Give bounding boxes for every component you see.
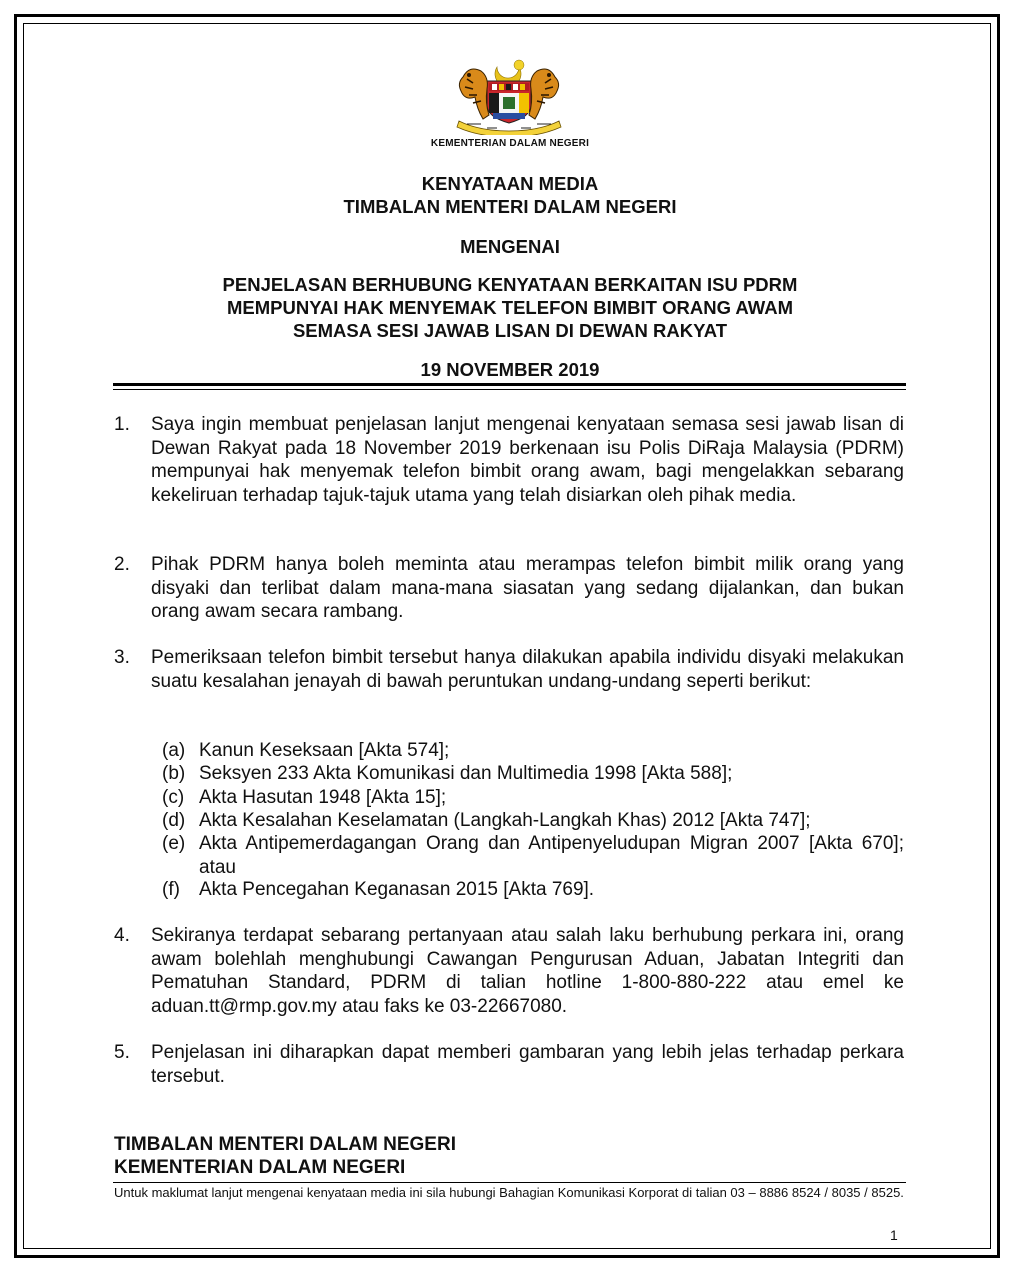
paragraph-4 [114, 924, 904, 1018]
signature-title: TIMBALAN MENTERI DALAM NEGERI [114, 1134, 456, 1155]
paragraph-number: 2. [114, 554, 130, 575]
emblem-caption: KEMENTERIAN DALAM NEGERI [430, 138, 590, 149]
legislation-item-a [162, 739, 904, 763]
list-item-text: Akta Hasutan 1948 [Akta 15]; [199, 787, 447, 808]
list-item-text: Akta Kesalahan Keselamatan (Langkah-Langkah Khas) 2012 [Akta 747]; [199, 810, 811, 831]
legislation-item-b [162, 762, 904, 786]
paragraph-text: Sekiranya terdapat sebarang pertanyaan atau salah laku berhubung perkara ini, orang awam bolehlah menghubungi Cawangan Pengurusan Aduan, Jabatan Integriti dan Pematuhan Standard, PDRM di talian hotline 1-800-880-222 atau emel ke aduan.tt@rmp.gov.my atau faks ke 03-22667080. [151, 925, 904, 1017]
list-item-text: Kanun Keseksaan [Akta 574]; [199, 740, 450, 761]
paragraph-text: Penjelasan ini diharapkan dapat memberi gambaran yang lebih jelas terhadap perkara tersebut. [151, 1042, 904, 1087]
signature-ministry: KEMENTERIAN DALAM NEGERI [114, 1157, 406, 1178]
paragraph-3 [114, 646, 904, 693]
list-item-text: Seksyen 233 Akta Komunikasi dan Multimedia 1998 [Akta 588]; [199, 763, 733, 784]
paragraph-5 [114, 1041, 904, 1088]
paragraph-text: Pemeriksaan telefon bimbit tersebut hanya dilakukan apabila individu disyaki melakukan suatu kesalahan jenayah di bawah peruntukan undang-undang seperti berikut: [151, 647, 904, 692]
paragraph-2 [114, 553, 904, 624]
list-item-label: (d) [162, 810, 186, 831]
legislation-item-f [162, 878, 904, 902]
footnote-divider [113, 1182, 906, 1183]
footnote-contact: Untuk maklumat lanjut mengenai kenyataan media ini sila hubungi Bahagian Komunikasi Korporat di talian 03 – 8886 8524 / 8035 / 8525. [114, 1185, 904, 1200]
paragraph-1 [114, 413, 904, 507]
subject-line-2: MEMPUNYAI HAK MENYEMAK TELEFON BIMBIT ORANG AWAM [227, 297, 793, 318]
paragraph-number: 1. [114, 414, 130, 435]
list-item-label: (c) [162, 787, 185, 808]
statement-issuer: TIMBALAN MENTERI DALAM NEGERI [343, 196, 677, 217]
coat-of-arms-emblem [445, 55, 573, 135]
paragraph-number: 5. [114, 1042, 130, 1063]
legislation-item-c [162, 786, 904, 810]
header-divider [113, 383, 906, 386]
legislation-item-e [162, 832, 904, 879]
list-item-text: Akta Pencegahan Keganasan 2015 [Akta 769]. [199, 879, 595, 900]
list-item-label: (b) [162, 763, 186, 784]
regarding-label: MENGENAI [460, 236, 560, 257]
page-number: 1 [890, 1227, 898, 1243]
paragraph-text: Pihak PDRM hanya boleh meminta atau merampas telefon bimbit milik orang yang disyaki dan terlibat dalam mana-mana siasatan yang sedang dijalankan, dan bukan orang awam secara rambang. [151, 554, 904, 622]
list-item-label: (f) [162, 879, 180, 900]
statement-title: KENYATAAN MEDIA [421, 173, 599, 194]
subject-line-3: SEMASA SESI JAWAB LISAN DI DEWAN RAKYAT [292, 320, 728, 341]
header-divider-thin [113, 389, 906, 390]
paragraph-number: 3. [114, 647, 130, 668]
statement-date: 19 NOVEMBER 2019 [420, 359, 600, 380]
subject-line-1: PENJELASAN BERHUBUNG KENYATAAN BERKAITAN ISU PDRM [222, 274, 798, 295]
list-item-label: (a) [162, 740, 186, 761]
list-item-text: Akta Antipemerdagangan Orang dan Antipenyeludupan Migran 2007 [Akta 670]; atau [199, 833, 904, 878]
paragraph-text: Saya ingin membuat penjelasan lanjut mengenai kenyataan semasa sesi jawab lisan di Dewan Rakyat pada 18 November 2019 berkenaan isu Polis DiRaja Malaysia (PDRM) mempunyai hak menyemak telefon bimbit orang awam, bagi mengelakkan sebarang kekeliruan terhadap tajuk-tajuk utama yang telah disiarkan oleh pihak media. [151, 414, 904, 506]
legislation-item-d [162, 809, 904, 833]
paragraph-number: 4. [114, 925, 130, 946]
list-item-label: (e) [162, 833, 186, 854]
